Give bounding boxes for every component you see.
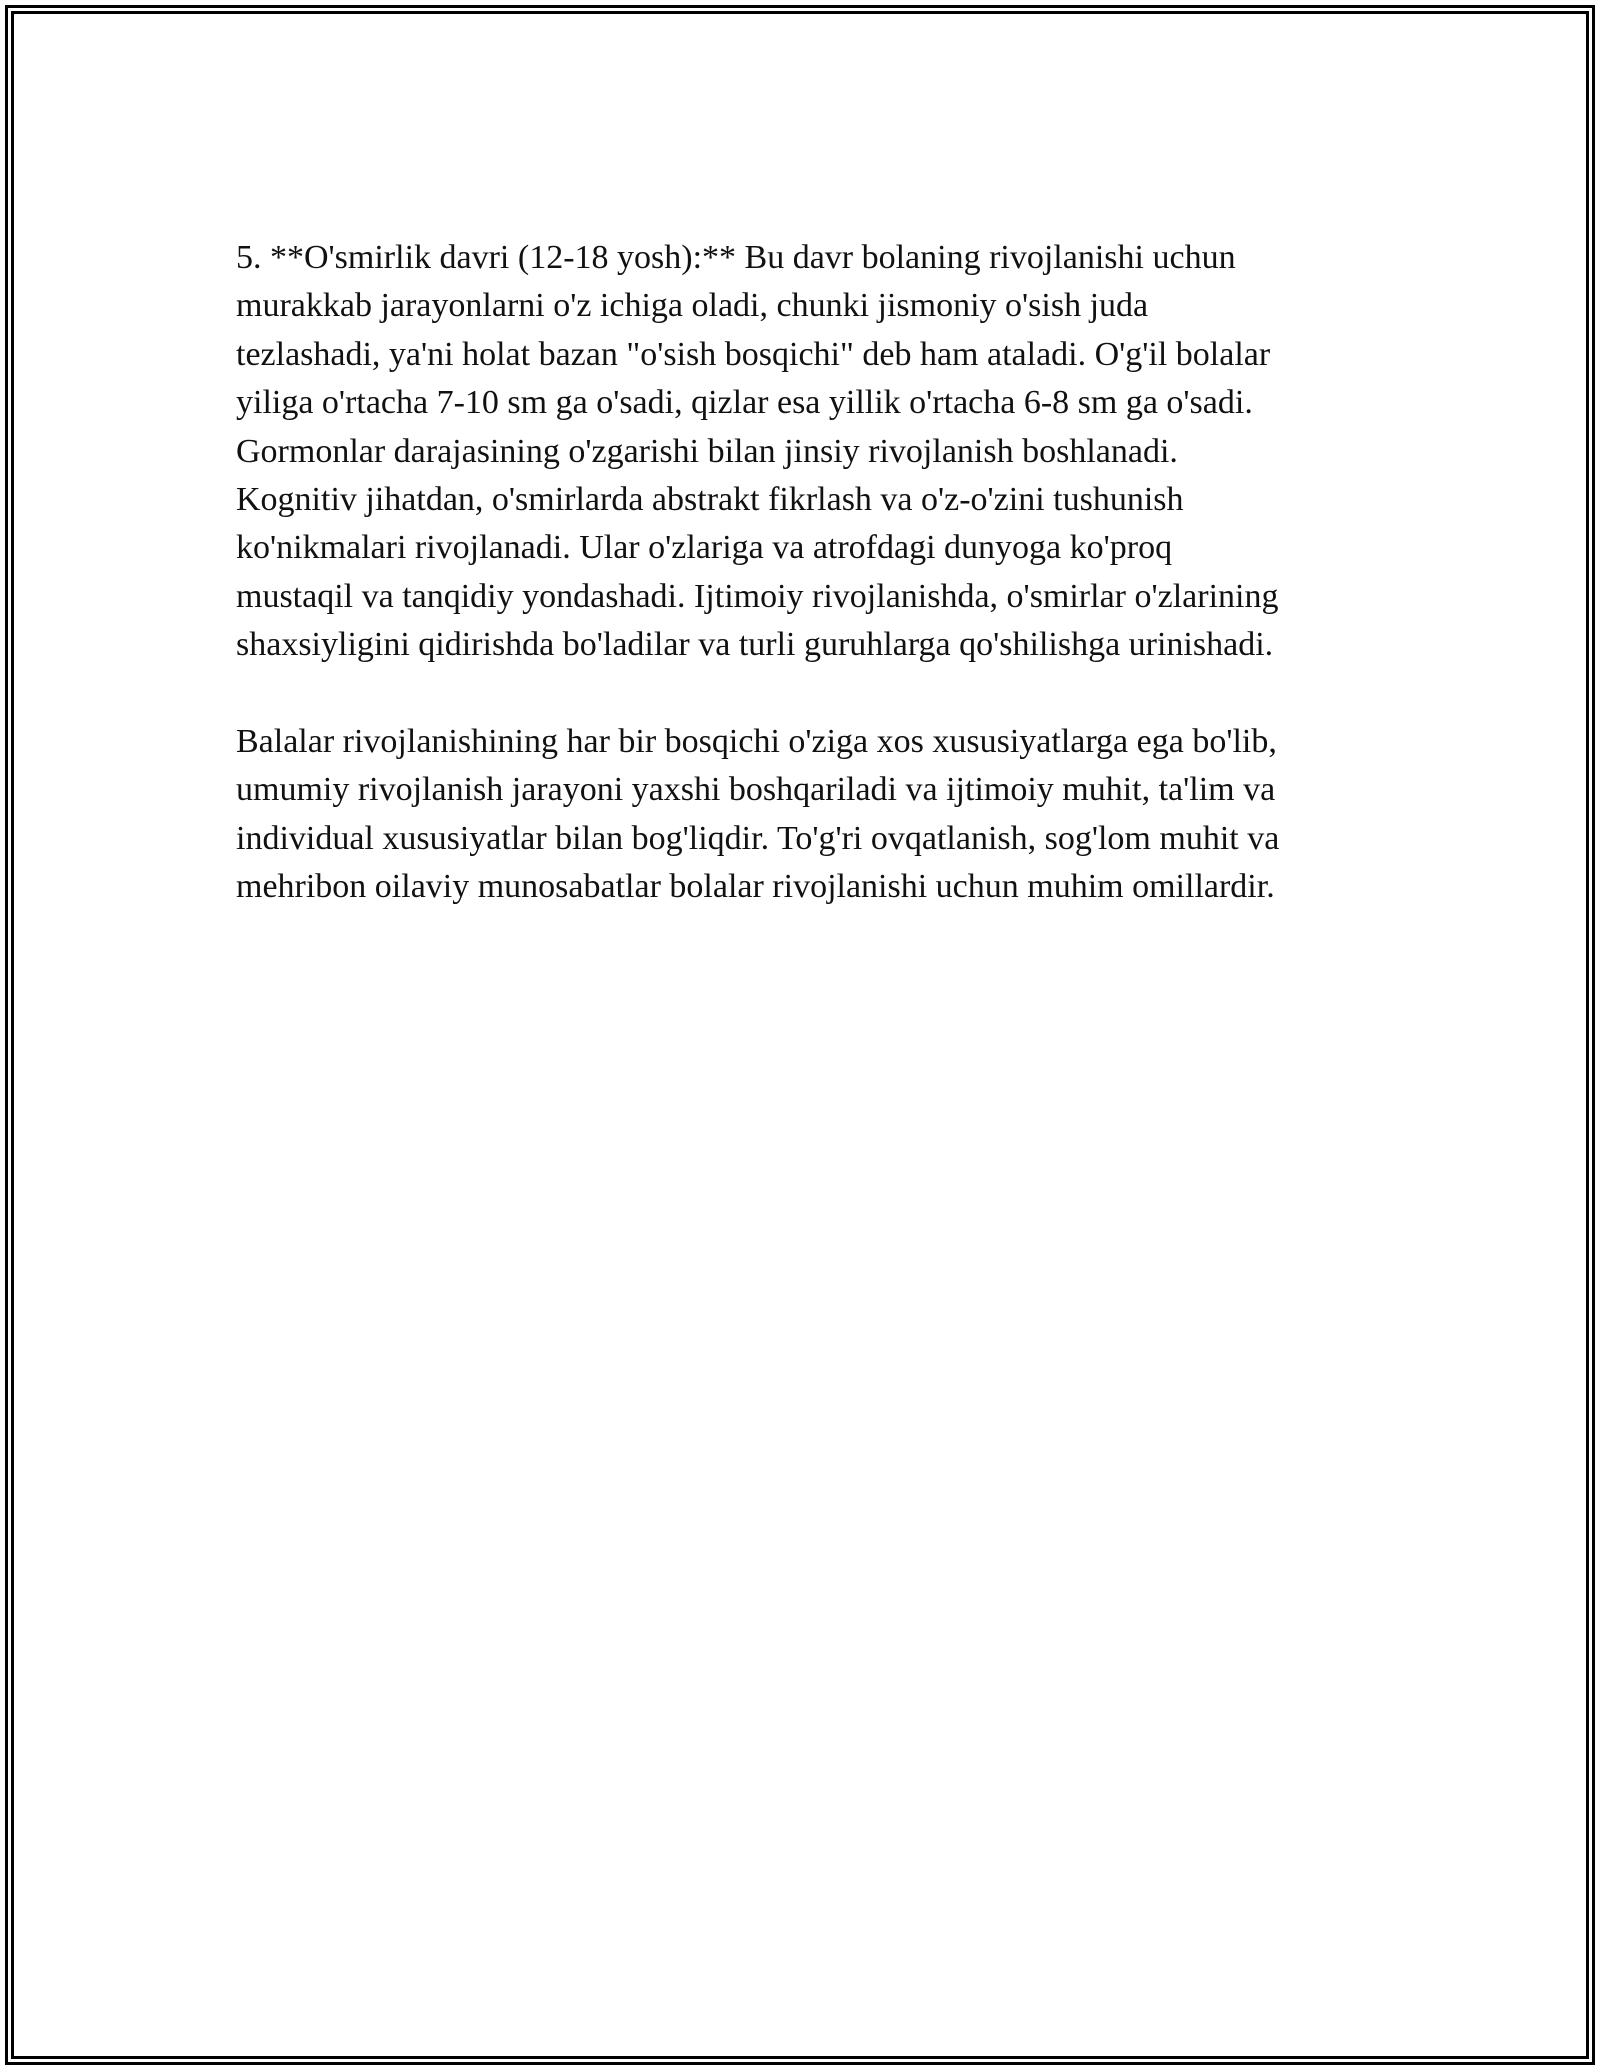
paragraph-conclusion: Balalar rivojlanishining har bir bosqichi o'ziga xos xususiyatlarga ega bo'lib, umumiy rivojlanish jarayoni yaxshi boshqariladi va ijtimoiy muhit, ta'lim va individual xususiyatlar bilan bog'liqdir. To'g'ri ovqatlanish, sog'lom muhit va mehribon oilaviy munosabatlar bolalar rivojlanishi uchun muhim omillardir. — [236, 723, 1280, 906]
document-body — [236, 234, 1376, 912]
paragraph-adolescence: 5. **O'smirlik davri (12-18 yosh):** Bu davr bolaning rivojlanishi uchun murakkab jarayonlarni o'z ichiga oladi, chunki jismoniy o'sish juda tezlashadi, ya'ni holat bazan "o'sish bosqichi" deb ham ataladi. O'g'il bolalar yiliga o'rtacha 7-10 sm ga o'sadi, qizlar esa yillik o'rtacha 6-8 sm ga o'sadi. Gormonlar darajasining o'zgarishi bilan jinsiy rivojlanish boshlanadi. Kognitiv jihatdan, o'smirlarda abstrakt fikrlash va o'z-o'zini tushunish ko'nikmalari rivojlanadi. Ular o'zlariga va atrofdagi dunyoga ko'proq mustaqil va tanqidiy yondashadi. Ijtimoiy rivojlanishda, o'smirlar o'zlarining shaxsiyligini qidirishda bo'ladilar va turli guruhlarga qo'shilishga urinishadi. — [236, 239, 1279, 664]
